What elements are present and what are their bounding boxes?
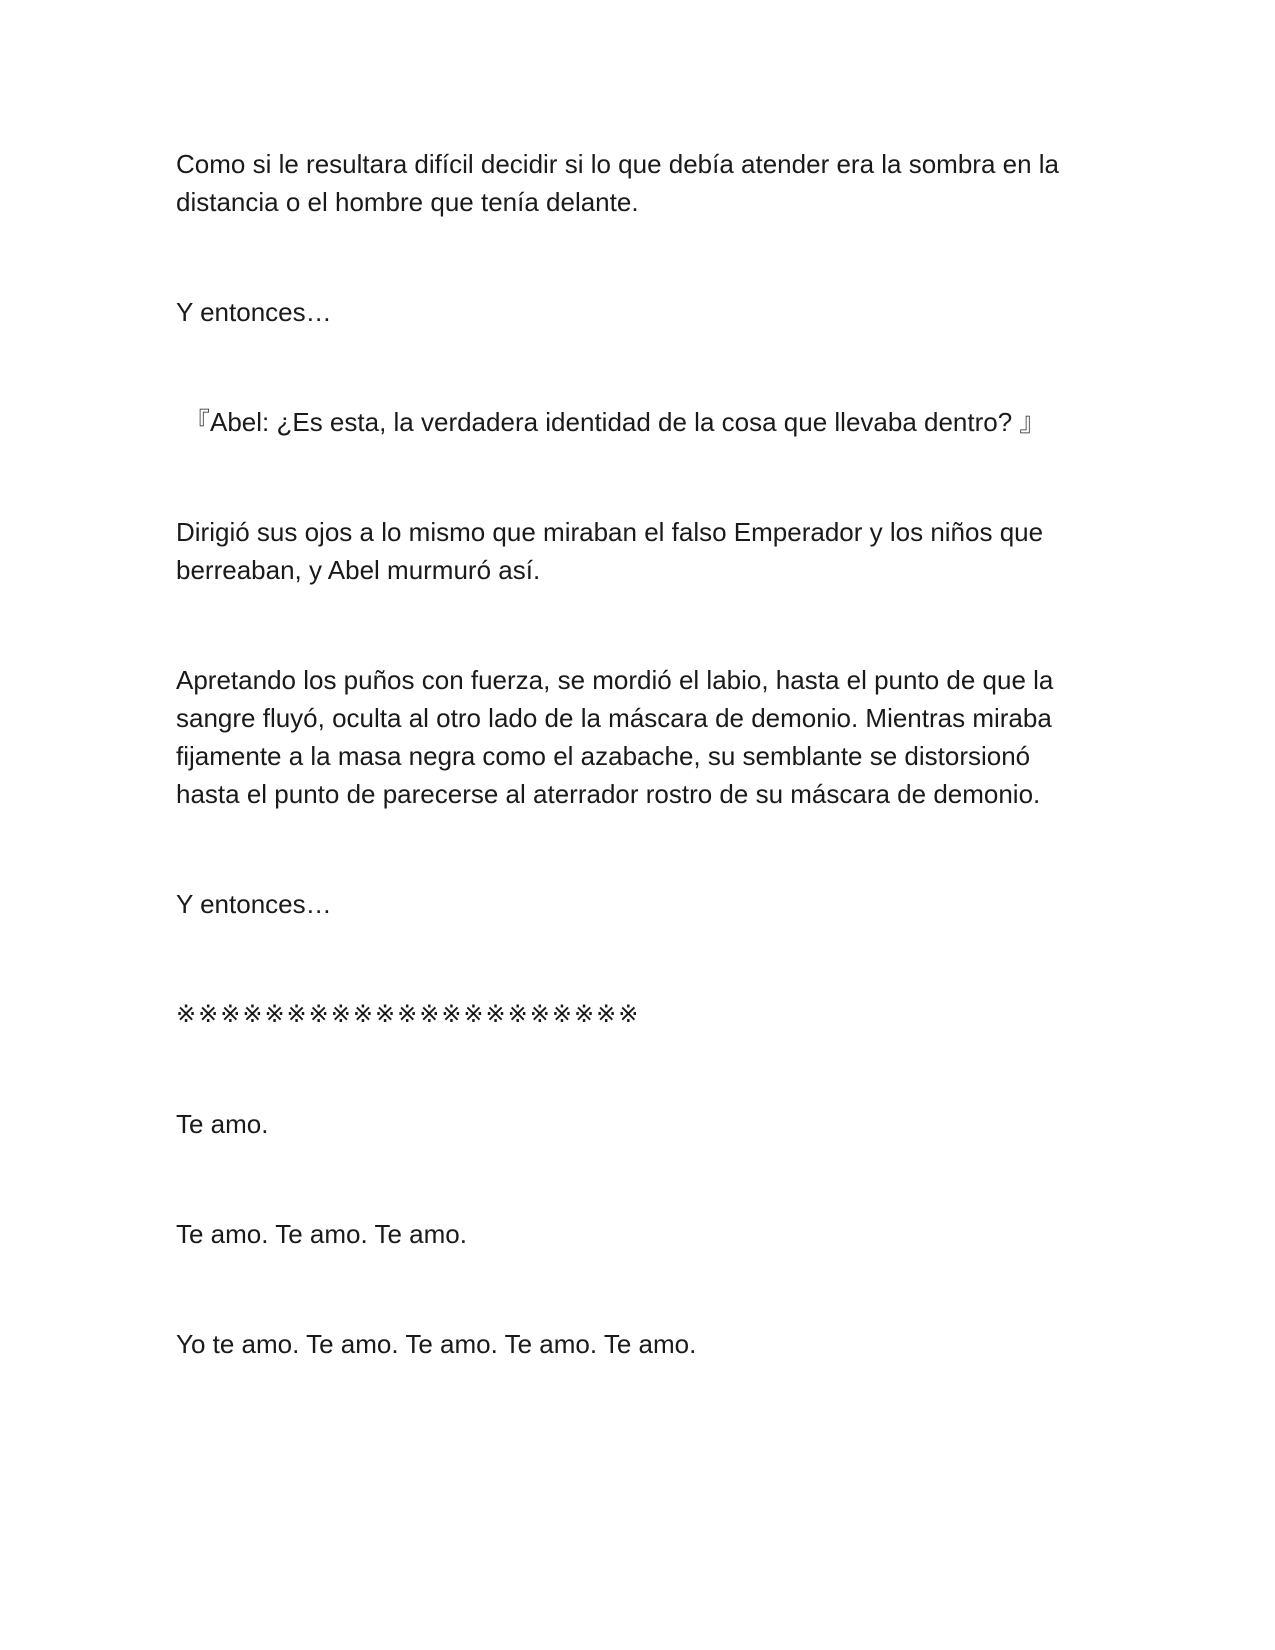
- paragraph-gap: [176, 813, 1096, 885]
- paragraph-5: Y entonces…: [176, 889, 332, 919]
- dialogue-abel: 『Abel: ¿Es esta, la verdadera identidad de la cosa que llevaba dentro? 』: [184, 407, 1046, 437]
- paragraph-8: Yo te amo. Te amo. Te amo. Te amo. Te amo.: [176, 1329, 697, 1359]
- paragraph-4: Apretando los puños con fuerza, se mordió el labio, hasta el punto de que la sangre fluyó, oculta al otro lado de la máscara de demonio. Mientras miraba fijamente a la masa negra como el azabache, su semblante se distorsionó hasta el punto de parecerse al aterrador rostro de su máscara de demonio.: [176, 665, 1054, 809]
- paragraph-gap: [176, 1143, 1096, 1215]
- paragraph-7: Te amo. Te amo. Te amo.: [176, 1219, 467, 1249]
- paragraph-gap: [176, 441, 1096, 513]
- paragraph-1: Como si le resultara difícil decidir si lo que debía atender era la sombra en la distancia o el hombre que tenía delante.: [176, 149, 1060, 217]
- paragraph-gap: [176, 331, 1096, 403]
- paragraph-gap: [176, 589, 1096, 661]
- paragraph-2: Y entonces…: [176, 297, 332, 327]
- scene-separator: ※※※※※※※※※※※※※※※※※※※※※: [176, 1000, 641, 1028]
- text-body: [176, 145, 1096, 1363]
- paragraph-gap: [176, 1033, 1096, 1105]
- paragraph-gap: [176, 1253, 1096, 1325]
- paragraph-3: Dirigió sus ojos a lo mismo que miraban el falso Emperador y los niños que berreaban, y Abel murmuró así.: [176, 517, 1044, 585]
- paragraph-gap: [176, 923, 1096, 995]
- paragraph-6: Te amo.: [176, 1109, 269, 1139]
- paragraph-gap: [176, 221, 1096, 293]
